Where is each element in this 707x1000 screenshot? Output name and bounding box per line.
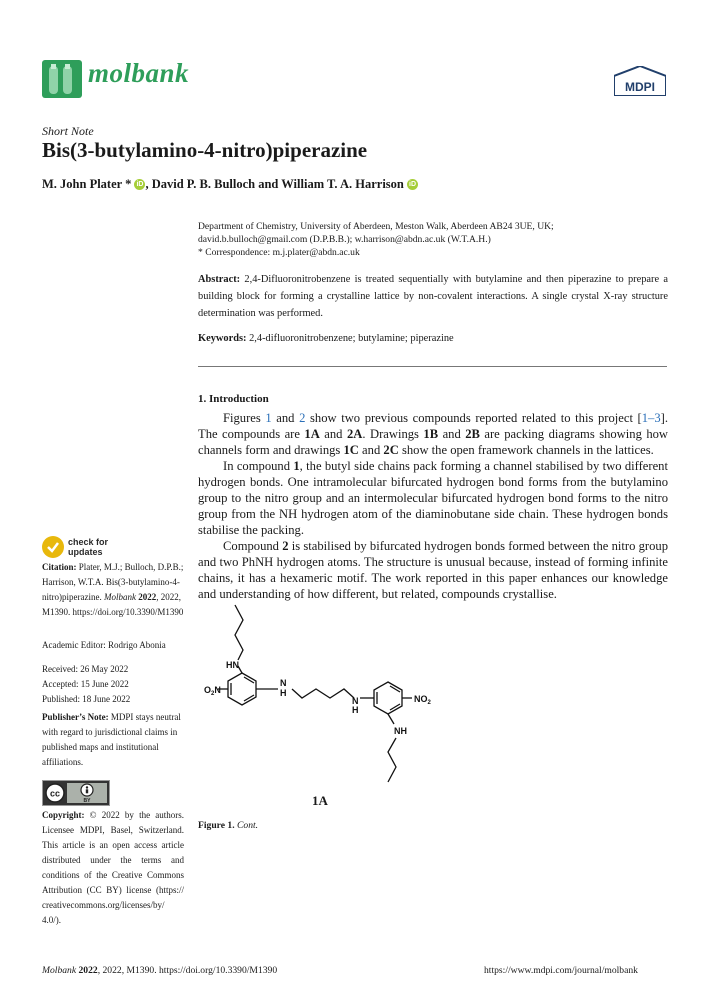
paragraph: In compound 1, the butyl side chains pack forming a channel stabilised by two different hydrogen bonds. One intramolecular bifurcated hydrogen bond forms from the butylamino group to the nitro group and an intermolecular bifurcated hydrogen bond forms to the nitro group from the NH hydrogen atom of the diaminobutane side chain. These hydrogen bonds stabilise the packing.: [198, 459, 668, 537]
abstract: [198, 271, 668, 322]
published-date: Published: 18 June 2022: [42, 694, 131, 704]
journal-name: molbank: [88, 58, 190, 88]
affiliation-emails[interactable]: david.b.bulloch@gmail.com (D.P.B.B.); w.harrison@abdn.ac.uk (W.T.A.H.): [198, 234, 491, 245]
author-2-3[interactable]: , David P. B. Bulloch and William T. A. Harrison: [145, 177, 404, 191]
mdpi-logo[interactable]: [614, 66, 666, 100]
paragraph: Figures 1 and 2 show two previous compounds reported related to this project [1–3]. The compounds are 1A and 2A. Drawings 1B and 2B are packing diagrams showing how channels form and drawings 1C and 2C show the open framework channels in the lattices.: [198, 411, 669, 457]
mdpi-logo-icon: [614, 66, 666, 96]
atom-label: HN: [226, 660, 239, 670]
article-type: Short Note: [42, 124, 94, 138]
citation-doi[interactable]: , 2022, M1390. https://doi.org/10.3390/M1390: [42, 592, 184, 617]
citation-link[interactable]: 1–3: [641, 411, 661, 425]
divider: [198, 366, 667, 367]
orcid-icon[interactable]: iD: [136, 181, 144, 188]
cc-by-license-badge[interactable]: [42, 780, 110, 806]
keywords: [198, 333, 454, 344]
atom-label: N: [280, 678, 287, 688]
section-body: [198, 410, 668, 602]
copyright: Copyright: © 2022 by the authors. Licensee MDPI, Basel, Switzerland. This article is an open access article distributed under the terms and conditions of the Creative Commons Attribution (CC BY) license (https:// creativecommons.org/licenses/by/ 4.0/).: [42, 810, 184, 925]
received-date: Received: 26 May 2022: [42, 664, 129, 674]
svg-text:cc: cc: [49, 788, 61, 799]
check-icon: [42, 536, 64, 558]
dates: [42, 662, 184, 707]
molbank-logo[interactable]: [42, 60, 82, 102]
check-updates-line1: check for: [68, 537, 109, 547]
citation-label: Citation:: [42, 562, 77, 572]
affiliation-line: Department of Chemistry, University of Aberdeen, Meston Walk, Aberdeen AB24 3UE, UK;: [198, 221, 554, 232]
author-list: [42, 177, 418, 192]
correspondence[interactable]: * Correspondence: m.j.plater@abdn.ac.uk: [198, 247, 360, 258]
academic-editor: Academic Editor: Rodrigo Abonia: [42, 640, 166, 650]
section-title: 1. Introduction: [198, 393, 269, 405]
figure-ref-link[interactable]: 1: [265, 411, 272, 425]
orcid-icon[interactable]: iD: [409, 181, 416, 188]
atom-label: $NO_2$: [414, 694, 431, 706]
keywords-text: 2,4-difluoronitrobenzene; butylamine; piperazine: [246, 333, 454, 344]
footer-journal-url[interactable]: https://www.mdpi.com/journal/molbank: [484, 965, 638, 976]
abstract-label: Abstract:: [198, 274, 241, 285]
page-title: Bis(3-butylamino-4-nitro)piperazine: [42, 138, 368, 162]
publisher-name: MDPI: [625, 80, 655, 94]
check-for-updates-button[interactable]: [42, 536, 162, 560]
author-1[interactable]: M. John Plater *: [42, 177, 132, 191]
keywords-label: Keywords:: [198, 333, 247, 344]
molbank-logo-icon: [42, 60, 82, 98]
citation-block: Citation: Plater, M.J.; Bulloch, D.P.B.; Harrison, W.T.A. Bis(3-butylamino-4-nitro)piperazine. Molbank 2022, 2022, M1390. https://doi.org/10.3390/M1390: [42, 562, 184, 617]
atom-label: $O_2N$: [204, 685, 221, 697]
check-updates-line2: updates: [68, 547, 103, 557]
figure-label: 1A: [312, 793, 328, 808]
figure-ref-link[interactable]: 2: [299, 411, 306, 425]
atom-label: H: [280, 688, 287, 698]
publisher-note: Publisher’s Note: MDPI stays neutral with regard to jurisdictional claims in published maps and institutional affiliations.: [42, 712, 181, 767]
atom-label: N: [352, 696, 359, 706]
footer-citation[interactable]: Molbank 2022, 2022, M1390. https://doi.org/10.3390/M1390: [42, 965, 278, 976]
figure-caption: Figure 1. Cont.: [198, 820, 259, 831]
atom-label: NH: [394, 726, 407, 736]
abstract-text: 2,4-Difluoronitrobenzene is treated sequentially with butylamine and then piperazine to prepare a building block for forming a crystalline lattice by non-covalent interactions. A single crystal X-ray structure determination was performed.: [198, 274, 668, 319]
accepted-date: Accepted: 15 June 2022: [42, 679, 129, 689]
paragraph: Compound 2 is stabilised by bifurcated hydrogen bonds formed between the nitro group and two PhNH hydrogen atoms. The structure is unusual because, instead of forming infinite chains, it has a hexameric motif. The work reported in this paper enhances our knowledge and understanding of how different, but related, compounds crystallise.: [198, 539, 668, 601]
cc-by-text: BY: [83, 798, 91, 804]
affiliation: [198, 220, 668, 259]
atom-label: H: [352, 705, 359, 715]
chemical-structure-1A: [198, 600, 448, 790]
